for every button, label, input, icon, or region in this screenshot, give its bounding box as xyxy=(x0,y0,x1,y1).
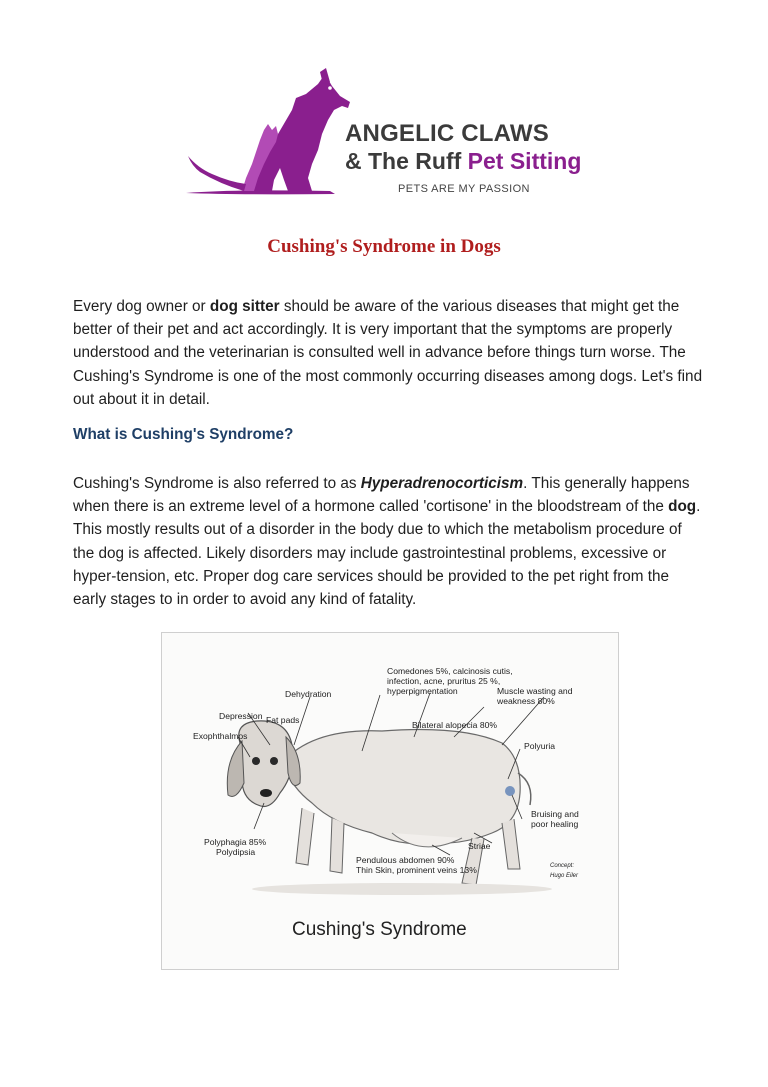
label-polyuria: Polyuria xyxy=(524,741,556,751)
label-alopecia: Bilateral alopecia 80% xyxy=(412,720,498,730)
figure-caption: Cushing's Syndrome xyxy=(292,919,467,940)
brand-line-1: ANGELIC CLAWS xyxy=(345,120,549,147)
label-depression: Depression xyxy=(219,711,263,721)
intro-paragraph: Every dog owner or dog sitter should be aware of the various diseases that might get the better of their pet and act accordingly. It is very important that the symptoms are properly understood and the veterinarian is consulted well in advance before things turn worse. The Cushing's Syndrome is one of the most commonly occurring diseases among dogs. Let's find out about it in detail. xyxy=(73,298,703,408)
label-striae: Striae xyxy=(468,841,491,851)
brand-line-2: & The Ruff Pet Sitting xyxy=(345,148,582,174)
label-muscle-wasting: Muscle wasting and weakness 80% xyxy=(497,686,573,706)
label-dehydration: Dehydration xyxy=(285,689,332,699)
body-paragraph: Cushing's Syndrome is also referred to as Hyperadrenocorticism. This generally happens when there is an extreme level of a hormone called 'cortisone' in the bloodstream of the dog. This mostly results out of a disorder in the body due to which the metabolism procedure of the dog is affected. Likely disorders may include gastrointestinal problems, excessive or hyper-tension, etc. Proper dog care services should be provided to the pet right from the early stages to in order to avoid any kind of fatality. xyxy=(73,475,701,609)
label-bruising: Bruising and poor healing xyxy=(531,809,579,829)
brand-tagline: PETS ARE MY PASSION xyxy=(398,183,530,195)
label-credit: Concept: Hugo Eiler xyxy=(550,863,579,879)
label-polyphagia: Polyphagia 85% Polydipsia xyxy=(204,837,267,857)
dog-term: dog xyxy=(668,498,697,516)
label-pendulous: Pendulous abdomen 90% Thin Skin, prominent veins 13% xyxy=(356,855,477,875)
page-title: Cushing's Syndrome in Dogs xyxy=(267,236,501,257)
cushings-illustration xyxy=(161,632,619,970)
label-fat-pads: Fat pads xyxy=(266,715,300,725)
label-exophthalmos: Exophthalmos xyxy=(193,731,248,741)
dog-sitter-term: dog sitter xyxy=(209,298,280,315)
label-comedones: Comedones 5%, calcinosis cutis, infection, acne, pruritus 25 %, hyperpigmentation xyxy=(387,666,513,696)
hyperadrenocorticism-term: Hyperadrenocorticism xyxy=(360,475,524,492)
section-heading: What is Cushing's Syndrome? xyxy=(73,426,294,443)
